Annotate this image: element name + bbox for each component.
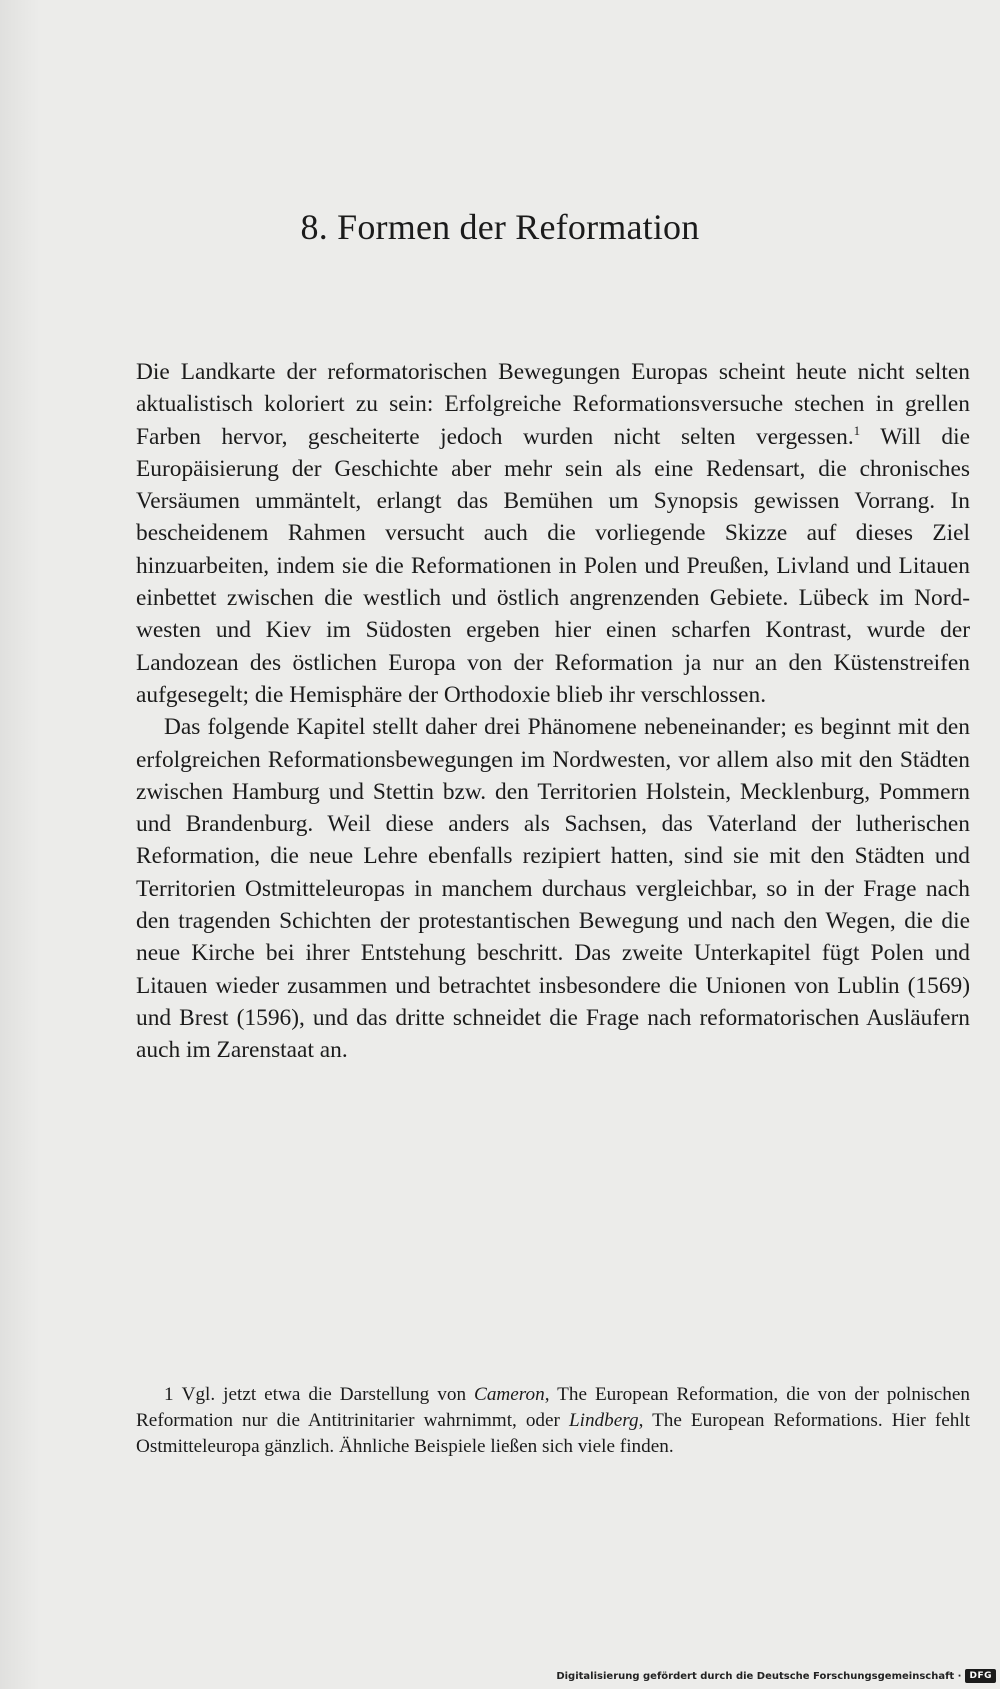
dfg-logo-icon: DFG	[965, 1669, 996, 1683]
footnote-number: 1	[164, 1384, 174, 1405]
footnote-reference: 1	[853, 422, 861, 438]
footnote-author-cameron: Cameron	[474, 1384, 545, 1405]
digitization-credit-text: Digitalisierung gefördert durch die Deutsche Forschungsgemeinschaft ·	[556, 1670, 962, 1682]
paragraph-1	[136, 356, 970, 711]
digitization-credit	[556, 1667, 996, 1685]
chapter-title: 8. Formen der Reformation	[300, 207, 700, 247]
footnote-text-a: Vgl. jetzt etwa die Darstellung von	[181, 1384, 475, 1405]
paragraph-1-text-a: Die Landkarte der reformatorischen Bewegungen Europas scheint heute nicht selten aktualistisch koloriert zu sein: Erfolgreiche Reformationsversuche stechen in grellen Farben hervor, gescheiterte jedoch wurden nicht selten vergessen.	[136, 359, 970, 450]
body-text	[136, 356, 970, 1067]
footnote-author-lindberg: Lindberg	[568, 1410, 639, 1431]
paragraph-2: Das folgende Kapitel stellt daher drei Phänomene nebeneinander; es beginnt mit den erfolgreichen Reformationsbewegungen im Nordwesten, vor allem also mit den Städten zwischen Hamburg und Stettin bzw. den Territorien Holstein, Mecklenburg, Pommern und Brandenburg. Weil diese anders als Sachsen, das Vaterland der lutherischen Reformation, die neue Lehre ebenfalls rezipiert hatten, sind sie mit den Städten und Territorien Ostmitteleuropas in manchem durchaus vergleichbar, so in der Frage nach den tragenden Schichten der protestantischen Bewegung und nach den Wegen, die die neue Kirche bei ihrer Entstehung beschritt. Das zweite Unterkapitel fügt Polen und Litauen wieder zusammen und betrachtet insbesondere die Unionen von Lublin (1569) und Brest (1596), und das dritte schneidet die Frage nach reformatorischen Ausläufern auch im Zarenstaat an.	[136, 714, 970, 1064]
paragraph-1-text-b: Will die Europäisierung der Geschichte aber mehr sein als eine Redensart, die chronisches Versäumen ummäntelt, erlangt das Bemühen um Synopsis gewissen Vorrang. In bescheidenem Rahmen versucht auch die vorliegende Skizze auf dieses Ziel hinzuarbeiten, indem sie die Reformationen in Polen und Preußen, Livland und Litauen einbettet zwischen die westlich und östlich angrenzenden Gebiete. Lübeck im Nordwesten und Kiev im Südosten ergeben hier einen scharfen Kontrast, wurde der Landozean des östlichen Europa von der Reformation ja nur an den Küstenstreifen aufgesegelt; die Hemisphäre der Orthodoxie blieb ihr verschlossen.	[136, 423, 970, 708]
footnote-text-b: , The European Reformation, die von der polnischen Reformation nur die Antitrinitarier wahrnimmt, oder	[136, 1384, 970, 1431]
footnote-text-c: , The European Reformations. Hier fehlt Ostmitteleuropa gänzlich. Ähnliche Beispiele ließen sich viele finden.	[136, 1410, 970, 1457]
footnote	[136, 1382, 970, 1460]
